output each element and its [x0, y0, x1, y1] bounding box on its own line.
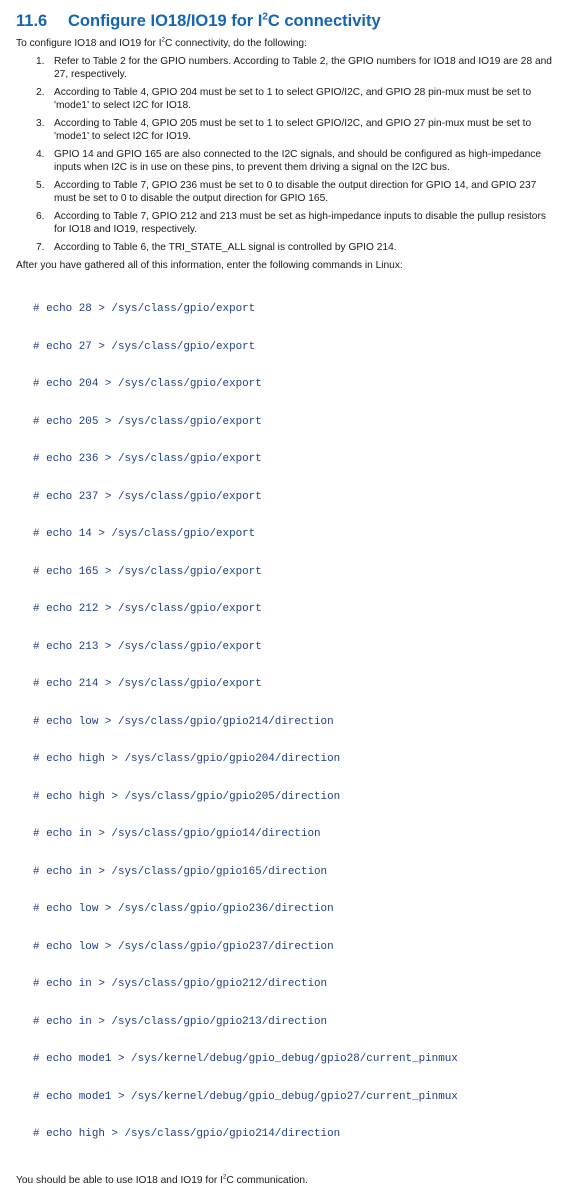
command-line: # echo in > /sys/class/gpio/gpio14/direction: [33, 828, 321, 840]
command-line: # echo 205 > /sys/class/gpio/export: [33, 415, 262, 428]
command-line: # echo 204 > /sys/class/gpio/export: [33, 378, 262, 390]
step-text: Refer to Table 2 for the GPIO numbers. According to Table 2, the GPIO numbers for IO18 and IO19 are 28 and 27, respectively.: [54, 56, 552, 80]
command-line: # echo 212 > /sys/class/gpio/export: [33, 603, 262, 615]
step-text: According to Table 4, GPIO 204 must be set to 1 to select GPIO/I2C, and GPIO 28 pin-mux must be set to 'mode1' to select I2C for IO18.: [54, 87, 532, 111]
step-text: According to Table 7, GPIO 236 must be set to 0 to disable the output direction for GPIO 14, and GPIO 237 must be set to 0 to disable the output direction for GPIO 165.: [54, 180, 537, 204]
command-line: # echo high > /sys/class/gpio/gpio205/direction: [33, 790, 341, 803]
command-line: # echo 236 > /sys/class/gpio/export: [33, 453, 262, 465]
closing-post: C communication.: [226, 1174, 308, 1186]
step-number: 1.: [36, 56, 45, 67]
step-number: 2.: [36, 87, 45, 98]
section-number: 11.6: [16, 12, 48, 30]
step-item: [16, 210, 557, 236]
command-line: # echo 214 > /sys/class/gpio/export: [33, 678, 262, 690]
closing-sup: 2: [222, 1173, 227, 1181]
command-line: # echo 14 > /sys/class/gpio/export: [33, 528, 256, 540]
step-text: According to Table 6, the TRI_STATE_ALL signal is controlled by GPIO 214.: [54, 242, 397, 253]
command-line: # echo 28 > /sys/class/gpio/export: [33, 303, 256, 315]
step-number: 7.: [36, 242, 45, 253]
closing-paragraph: [16, 1174, 557, 1187]
section-title-sup: 2: [262, 11, 268, 23]
command-line: # echo low > /sys/class/gpio/gpio214/direction: [33, 715, 334, 728]
command-line: # echo high > /sys/class/gpio/gpio204/direction: [33, 753, 341, 765]
step-number: 6.: [36, 211, 45, 222]
step-text: According to Table 4, GPIO 205 must be set to 1 to select GPIO/I2C, and GPIO 27 pin-mux must be set to 'mode1' to select I2C for IO19.: [54, 118, 532, 142]
section-title-pre: Configure IO18/IO19 for I: [68, 12, 263, 30]
step-item: [16, 117, 557, 143]
command-line: # echo in > /sys/class/gpio/gpio165/direction: [33, 865, 328, 878]
command-line: # echo in > /sys/class/gpio/gpio213/direction: [33, 1015, 328, 1028]
after-paragraph: After you have gathered all of this information, enter the following commands in Linux:: [16, 260, 403, 271]
command-line: # echo low > /sys/class/gpio/gpio237/direction: [33, 940, 334, 953]
intro-pre: To configure IO18 and IO19 for I: [16, 38, 162, 49]
step-item: [16, 241, 557, 254]
steps-list: [16, 55, 557, 254]
step-number: 5.: [36, 180, 45, 191]
closing-pre: You should be able to use IO18 and IO19 for I: [16, 1174, 223, 1186]
command-line: # echo low > /sys/class/gpio/gpio236/direction: [33, 903, 334, 915]
step-number: 3.: [36, 118, 45, 129]
command-line: # echo in > /sys/class/gpio/gpio212/direction: [33, 978, 328, 990]
step-text: GPIO 14 and GPIO 165 are also connected to the I2C signals, and should be configured as high-impedance inputs when I2C is in use on these pins, to prevent them driving a signal on the I2C bus.: [54, 149, 542, 173]
intro-post: C connectivity, do the following:: [164, 38, 307, 49]
section-heading: [16, 10, 557, 32]
command-line: # echo high > /sys/class/gpio/gpio214/direction: [33, 1128, 341, 1140]
intro-paragraph: [16, 37, 557, 50]
command-line: # echo mode1 > /sys/kernel/debug/gpio_debug/gpio28/current_pinmux: [33, 1053, 458, 1065]
command-line: # echo 237 > /sys/class/gpio/export: [33, 490, 262, 503]
command-line: # echo 165 > /sys/class/gpio/export: [33, 565, 262, 578]
step-item: [16, 148, 557, 174]
section-title-post: C connectivity: [267, 12, 381, 30]
step-item: [16, 86, 557, 112]
command-block: [33, 278, 557, 1166]
step-item: [16, 55, 557, 81]
step-text: According to Table 7, GPIO 212 and 213 must be set as high-impedance inputs to disable the pullup resistors for IO18 and IO19, respectively.: [54, 211, 546, 235]
command-line: # echo mode1 > /sys/kernel/debug/gpio_debug/gpio27/current_pinmux: [33, 1090, 458, 1103]
command-line: # echo 213 > /sys/class/gpio/export: [33, 640, 262, 653]
step-number: 4.: [36, 149, 45, 160]
command-line: # echo 27 > /sys/class/gpio/export: [33, 340, 256, 353]
intro-sup: 2: [161, 36, 165, 44]
step-item: [16, 179, 557, 205]
